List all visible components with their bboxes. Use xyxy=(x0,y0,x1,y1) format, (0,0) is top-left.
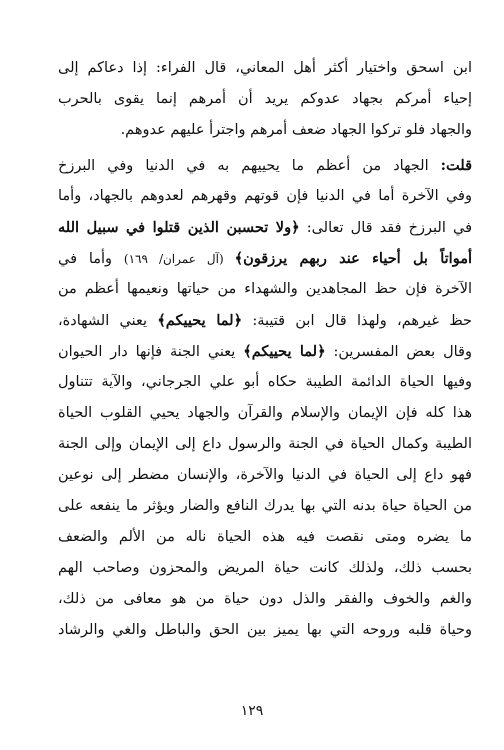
quran-quote: أمواتاً بل أحياء عند ربهم يرزقون﴾ xyxy=(234,250,472,267)
text-line xyxy=(58,305,472,336)
quran-quote: ﴿ولا تحسبن الذين قتلوا في سبيل الله xyxy=(58,219,300,236)
text-run: الآخرة فإن حظ المجاهدين والشهداء من حياتها ونعيمها أعظم من xyxy=(58,281,472,297)
text-run: وفيها الحياة الدائمة الطيبة حكاه أبو علي الجرجاني، والآية تتناول xyxy=(58,374,472,390)
paragraph-1 xyxy=(58,53,472,146)
text-run: هذا كله فإن الإيمان والإسلام والقرآن والجهاد يحيي القلوب الحياة xyxy=(58,405,472,421)
text-line xyxy=(58,491,472,522)
text-run: وفي الآخرة أما في الدنيا فإن قوتهم وقهرهم لعدوهم بالجهاد، وأما xyxy=(58,188,472,204)
text-line xyxy=(58,274,472,305)
text-line: ابن اسحق واختيار أكثر أهل المعاني، قال الفراء: إذا دعاكم إلى xyxy=(58,60,472,76)
text-run: بحسب ذلك، ولذلك كانت حياة المريض والمحزون وصاحب الهم xyxy=(58,560,472,576)
text-line xyxy=(58,181,472,212)
text-line xyxy=(58,429,472,460)
text-line xyxy=(58,398,472,429)
text-run: وأما في xyxy=(58,251,124,267)
text-run: يعني الشهادة، xyxy=(58,313,158,329)
text-line xyxy=(58,553,472,584)
text-run: الطيبة وكمال الحياة في الجنة والرسول داع إلى الإيمان وإلى الجنة xyxy=(58,436,472,452)
quran-quote: ﴿لما يحييكم﴾ xyxy=(157,312,243,329)
text-line xyxy=(58,522,472,553)
text-line: إحياء أمركم بجهاد عدوكم يريد أن أمرهم إنما يقوى بالحرب xyxy=(58,91,472,107)
text-run: يعني الجنة فإنها دار الحيوان xyxy=(58,344,244,360)
verse-reference: (آل عمران/ ١٦٩) xyxy=(123,252,235,266)
text-run: وحياة قلبه وروحه التي بها يميز بين الحق والباطل والغي والرشاد xyxy=(58,622,472,638)
text-run: في البرزخ فقد قال تعالى: xyxy=(299,220,472,236)
text-line: والجهاد فلو تركوا الجهاد ضعف أمرهم واجترأ عليهم عدوهم. xyxy=(120,122,472,138)
text-line xyxy=(58,460,472,491)
text-run: فهو داع إلى الحياة في الدنيا والآخرة، والإنسان مضطر إلى نوعين xyxy=(58,467,472,483)
text-run: وقال بعض المفسرين: xyxy=(325,344,472,360)
text-run: حظ غيرهم، ولهذا قال ابن قتيبة: xyxy=(242,313,472,329)
text-line xyxy=(58,243,472,274)
text-line xyxy=(58,615,472,646)
paragraph-2 xyxy=(58,150,472,646)
quran-quote: ﴿لما يحييكم﴾ xyxy=(243,343,326,360)
text-run: الجهاد من أعظم ما يحييهم به في الدنيا وفي البرزخ xyxy=(58,158,441,174)
page-number: ١٢٩ xyxy=(240,703,264,719)
text-run: والغم والخوف والفقر والذل دون حياة من هو معافى من ذلك، xyxy=(58,591,472,607)
text-run: ما يضره ومتى نقصت فيه هذه الحياة ناله من الألم والضعف xyxy=(58,529,472,545)
text-line xyxy=(58,367,472,398)
text-run: من الحياة حياة بدنه التي بها يدرك النافع والضار ويؤثر ما ينفعه على xyxy=(58,498,472,514)
text-line xyxy=(58,336,472,367)
emphasis-heading: قلت: xyxy=(440,157,472,174)
text-line xyxy=(58,212,472,243)
text-line xyxy=(58,584,472,615)
text-line xyxy=(58,150,472,181)
